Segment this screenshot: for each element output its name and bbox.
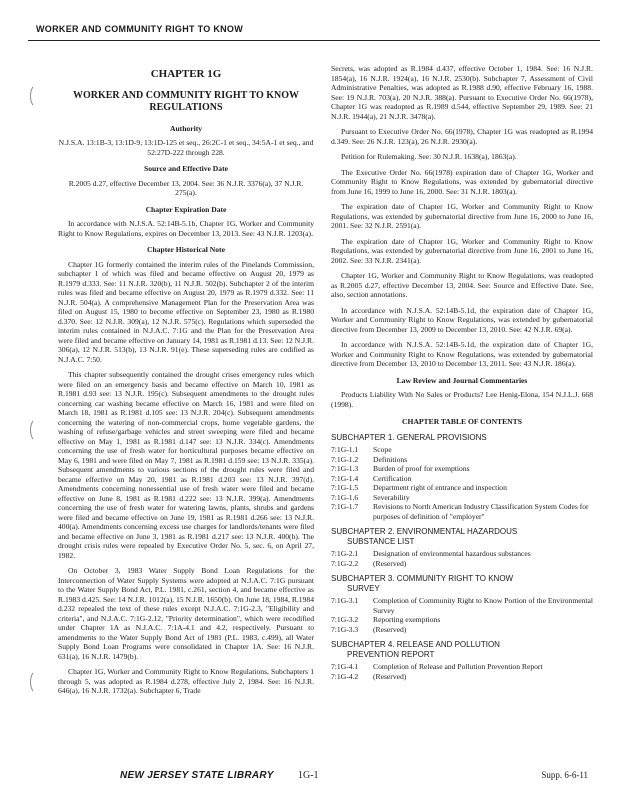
historical-paragraph: This chapter subsequently contained the drought crises emergency rules which were filed on an emergency basis and became effective on March 10, 1981 as R.1981 d.93 see: 13 N.J.R. 195(c). Subsequent amendments to the drought rules concerning car washing became effective on March 16, 1981 and were filed on March 18, 1981 as R.1981 d.105 see: 13 N.J.R. 204(c). Subsequent amendments concerning the watering of non-commercial crops, home vegetable gardens, the washing of refuse/garbage vehicles and street sweeping were filed and became effective on May 1, 1981 as R.1981 d.147 see: 13 N.J.R. 334(c). Amendments concerning the use of fresh water for horticultural purposes became effective on May 6, 1981 and were filed on May 7, 1981 as R.1981 d.159 see: 13 N.J.R. 335(a). Subsequent amendments to various sections of the drought rules were filed and became effective on May 20, 1981 as R.1981 d.203 see: 13 N.J.R. 397(d). Amendments concerning nonessential use of fresh water were filed and became effective on June 8, 1981 as R.1981 d.222 see: 13 N.J.R. 399(a). Amendments concerning the use of fresh water for watering lawns, plants, shrubs and gardens were filed and became effective on June 19, 1981 as R.1981 d.266 see: 13 N.J.R. 400(a). Amendments concerning excess use charges for landlords/tenants were filed and became effective on June 3, 1981 as R.1981 d.217 see: 13 N.J.R. 400(b). The drought crisis rules were repealed by Executive Order No. 5, sec. 6, on April 27, 1982. (58, 370, 314, 560)
history-continuation: Secrets, was adopted as R.1984 d.437, effective October 1, 1984. See: 16 N.J.R. 1854(a), 16 N.J.R. 1924(a), 16 N.J.R. 2530(b). Subchapter 7, Assessment of Civil Administrative Penalties, was adopted as R.1988 d.90, effective February 16, 1988. See: 19 N.J.R. 703(a), 20 N.J.R. 388(a). Pursuant to Executive Order No. 66(1978), Chapter 1G was readopted as R.1989 d.544, effective September 29, 1989. See: 21 N.J.R. 1944(a), 21 N.J.R. 3478(a). (331, 64, 593, 121)
toc-subchapter (331, 574, 593, 634)
page-number: 1G-1 (298, 770, 319, 781)
history-paragraph: The Executive Order No. 66(1978) expiration date of Chapter 1G, Worker and Community Right to Know Regulations, was extended by gubernatorial directive from June 16, 1999 to June 16, 2000. See: 31 N.J.R. 1803(a). (331, 167, 593, 196)
chapter-label: CHAPTER 1G (150, 68, 222, 80)
subchapter-title: SUBCHAPTER 1. GENERAL PROVISIONS (331, 432, 487, 442)
toc-entry: 7:1G-1.1 Scope (331, 445, 392, 454)
toc-entry: 7:1G-1.6 Severability (331, 492, 410, 502)
toc-heading: CHAPTER TABLE OF CONTENTS (402, 417, 522, 426)
toc-entry: 7:1G-4.2 (Reserved) (331, 671, 407, 681)
toc-subchapter (331, 433, 593, 522)
subchapter-title: SUBCHAPTER 3. COMMUNITY RIGHT TO KNOW (331, 574, 514, 583)
history-paragraph: Pursuant to Executive Order No. 66(1978), Chapter 1G was readopted as R.1994 d.349. See: 26 N.J.R. 123(a), 26 N.J.R. 2930(a). (331, 127, 593, 146)
history-paragraph: In accordance with N.J.S.A. 52:14B-5.1d, the expiration date of Chapter 1G, Worker and Community Right to Know Regulations, was extended by gubernatorial directive from December 13, 2009 to December 13, 2010. See: 42 N.J.R. 69(a). (331, 305, 593, 334)
punch-hole-mark (30, 418, 44, 442)
punch-hole-mark (30, 84, 44, 108)
toc-entry: 7:1G-1.7 Revisions to North American Industry Classification System Codes for purposes of definition of "employer" (331, 502, 589, 521)
authority-heading: Authority (169, 123, 203, 133)
running-head: WORKER AND COMMUNITY RIGHT TO KNOW (36, 24, 244, 34)
toc-entry: 7:1G-2.1 Designation of environmental hazardous substances (331, 549, 531, 558)
historical-paragraph: On October 3, 1983 Water Supply Bond Loan Regulations for the Interconnection of Water Supply Systems were adopted at N.J.A.C. 7:1G pursuant to the Water Supply Bond Act, P.L. 1981, c.261, section 4, and became effective as R.1983 d.425. See: 14 N.J.R. 1012(a), 15 N.J.R. 1650(b). On June 18, 1984, R.1984 d.232 repealed the text of these rules except N.J.A.C. 7:1G-2.3, "Eligibility and criteria", and N.J.A.C. 7:1G-2.12, "Priority determination", which were recodified under Chapter 1A as N.J.A.C. 7:1A-4.1 and 4.2, respectively. Pursuant to amendments to the Water Supply Bond Act of 1981 (P.L. 1983, c.499), all Water Supply Bond Loan Programs were consolidated in Chapter 1A. See: 16 N.J.R. 631(a), 16 N.J.R. 1479(b). (58, 566, 314, 661)
chapter-title: WORKER AND COMMUNITY RIGHT TO KNOW REGULATIONS (72, 89, 300, 113)
history-paragraph: Petition for Rulemaking. See: 30 N.J.R. 1638(a), 1863(a). (341, 152, 517, 161)
law-review-text: Products Liability With No Sales or Products? Lee Henig-Elona, 154 N.J.L.J. 668 (1998). (331, 390, 593, 409)
expiration-heading: Chapter Expiration Date (145, 204, 227, 214)
toc-entry: 7:1G-4.1 Completion of Release and Pollution Prevention Report (331, 662, 543, 671)
subchapter-title-cont: PREVENTION REPORT (347, 649, 435, 659)
toc-entry: 7:1G-3.1 Completion of Community Right to Know Portion of the Environmental Survey (331, 596, 593, 615)
right-column (331, 64, 593, 681)
toc-entry: 7:1G-1.3 Burden of proof for exemptions (331, 464, 470, 473)
history-paragraph: The expiration date of Chapter 1G, Worker and Community Right to Know Regulations, was extended by gubernatorial directive from June 16, 2000 to June 16, 2001. See: 32 N.J.R. 2591(a). (331, 202, 593, 230)
authority-text: N.J.S.A. 13:1B-3, 13:1D-9, 13:1D-125 et seq., 26:2C-1 et seq., 34:5A-1 et seq., and 52:27D-222 through 228. (58, 138, 314, 157)
toc-subchapter (331, 640, 593, 681)
subchapter-title-cont: SURVEY (347, 583, 380, 593)
supplement-date: Supp. 6-6-11 (541, 770, 588, 780)
history-paragraph: In accordance with N.J.S.A. 52:14B-5.1d, the expiration date of Chapter 1G, Worker and Community Right to Know Regulations, was extended by gubernatorial directive from December 13, 2010 to December 13, 2011. See: 43 N.J.R. 186(a). (331, 340, 593, 368)
toc-entry: 7:1G-1.4 Certification (331, 473, 412, 483)
historical-paragraph: Chapter 1G, Worker and Community Right to Know Regulations, Subchapters 1 through 5, was adopted as R.1984 d.278, effective July 2, 1984. See: 16 N.J.R. 646(a), 16 N.J.R. 1732(a). Subchapter 6, Trade (58, 667, 314, 695)
left-column (58, 64, 314, 702)
source-text: R.2005 d.27, effective December 13, 2004. See: 36 N.J.R. 3376(a), 37 N.J.R. 275(a). (68, 178, 304, 197)
header-rule (28, 40, 600, 41)
expiration-text: In accordance with N.J.S.A. 52:14B-5.1b, Chapter 1G, Worker and Community Right to Know Regulations, expires on December 13, 2013. See: 43 N.J.R. 1203(a). (58, 219, 314, 238)
toc-subchapter (331, 527, 593, 568)
library-stamp: NEW JERSEY STATE LIBRARY (120, 770, 274, 781)
toc-entry: 7:1G-3.3 (Reserved) (331, 624, 407, 634)
history-paragraph: Chapter 1G, Worker and Community Right to Know Regulations, was readopted as R.2005 d.27, effective December 13, 2004. See: Source and Effective Date. See, also, section annotations. (331, 271, 593, 299)
historical-heading: Chapter Historical Note (147, 245, 225, 254)
toc-entry: 7:1G-1.2 Definitions (331, 454, 408, 464)
history-paragraph: The expiration date of Chapter 1G, Worker and Community Right to Know Regulations, was extended by gubernatorial directive from June 16, 2001 to June 16, 2002. See: 33 N.J.R. 2341(a). (331, 236, 593, 265)
toc-entry: 7:1G-2.2 (Reserved) (331, 558, 407, 568)
punch-hole-mark (30, 670, 44, 694)
subchapter-title-cont: SUBSTANCE LIST (347, 536, 415, 546)
toc-entry: 7:1G-1.5 Department right of entrance and inspection (331, 483, 507, 492)
law-review-heading: Law Review and Journal Commentaries (396, 375, 528, 385)
source-heading: Source and Effective Date (143, 164, 228, 173)
subchapter-title: SUBCHAPTER 2. ENVIRONMENTAL HAZARDOUS (331, 527, 518, 536)
historical-paragraph: Chapter 1G formerly contained the interim rules of the Pinelands Commission, subchapter 1 of which was filed and became effective on August 20, 1979 as R.1979 d.333. See: 11 N.J.R. 320(b), 11 N.J.R. 502(b). Subchapter 2 of the interim rules was filed and became effective on August 20, 1979 as R.1979 d.332. See: 11 N.J.R. 504(a). A comprehensive Management Plan for the Preservation Area was filed on August 15, 1980 to become effective on September 23, 1980 as R.1980 d.370. See: 12 N.J.R. 309(a), 12 N.J.R. 575(c). Regulations which superseded the interim rules contained in N.J.A.C. 7:1G and the Plan for the Preservation Area were filed and became effective on January 14, 1981 as R.1981 d.13. See: 12 N.J.R. 306(a), 12 N.J.R. 513(b), 13 N.J.R. 91(e). These superseding rules are codified as N.J.A.C. 7:50. (58, 259, 314, 364)
toc-entry: 7:1G-3.2 Reporting exemptions (331, 615, 441, 624)
subchapter-title: SUBCHAPTER 4. RELEASE AND POLLUTION (331, 640, 500, 649)
